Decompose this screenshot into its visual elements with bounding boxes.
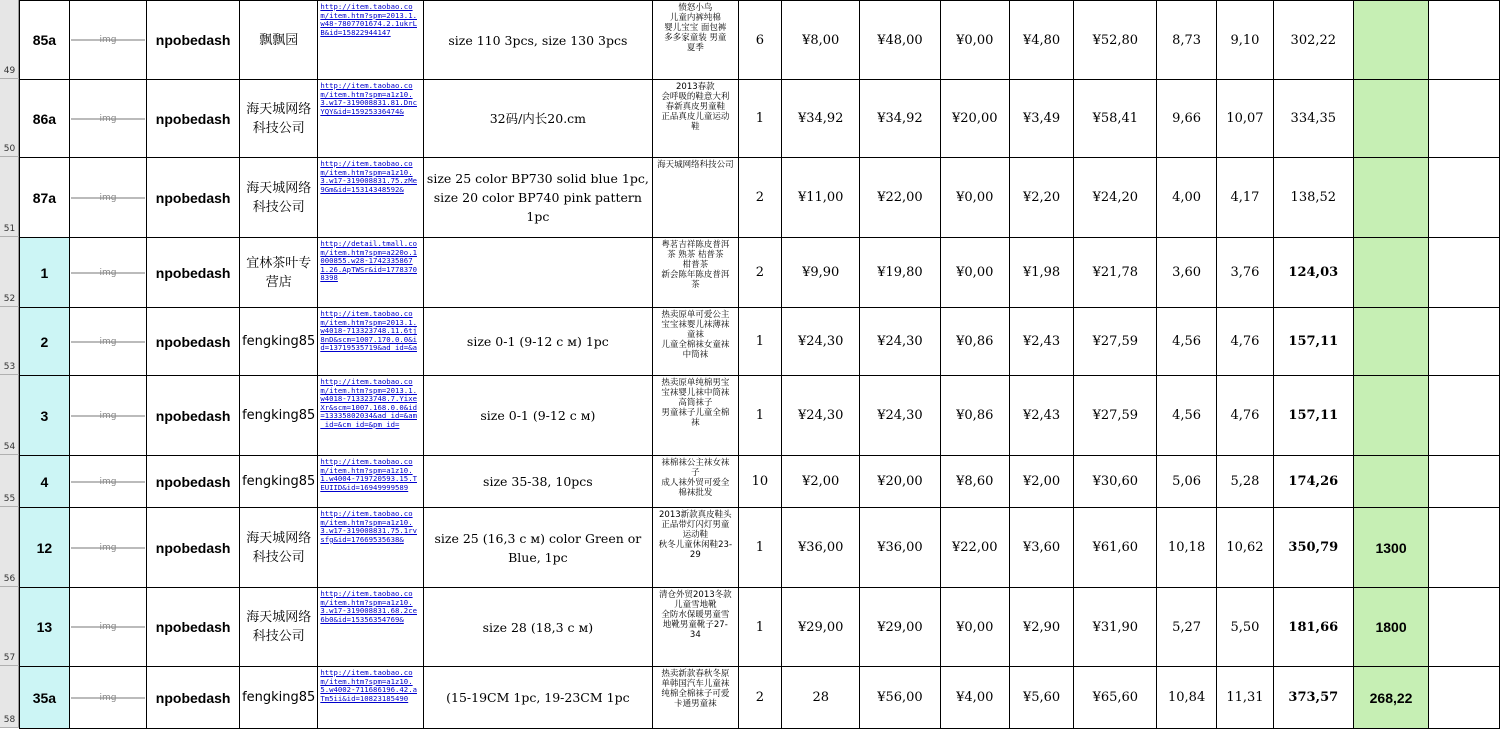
shop-name-cell[interactable]: fengking85	[240, 376, 318, 456]
col1-cell[interactable]: 5,27	[1157, 588, 1217, 667]
fee-cell[interactable]: ¥5,60	[1009, 667, 1074, 729]
blank-cell[interactable]	[1429, 456, 1500, 508]
table-row[interactable]	[20, 1, 1500, 80]
table-row[interactable]	[20, 456, 1500, 508]
item-total-cell[interactable]: ¥65,60	[1074, 667, 1157, 729]
unit-price-cell[interactable]: ¥2,00	[782, 456, 860, 508]
blank-cell[interactable]	[1429, 80, 1500, 158]
item-title-cell[interactable]: 热卖新款春秋冬原 单韩国汽车儿童袜 纯棉全棉袜子可爱 卡通男童袜	[653, 667, 738, 729]
col2-cell[interactable]: 4,76	[1217, 308, 1274, 376]
size-description-cell[interactable]: 32码/内长20.cm	[423, 80, 653, 158]
shipping-cell[interactable]: ¥0,86	[940, 308, 1009, 376]
buyer-cell[interactable]: npobedash	[147, 508, 240, 588]
shop-name-cell[interactable]: fengking85	[240, 456, 318, 508]
row-number[interactable]: 57	[0, 587, 19, 666]
quantity-cell[interactable]: 10	[738, 456, 782, 508]
fee-cell[interactable]: ¥3,49	[1009, 80, 1074, 158]
table-row[interactable]	[20, 80, 1500, 158]
unit-price-cell[interactable]: ¥24,30	[782, 376, 860, 456]
item-link[interactable]: http://item.taobao.com/item.htm?spm=a1z10.5.w4002-711686196.42.aTm5ii&id=10823185490	[318, 667, 423, 729]
shipping-cell[interactable]: ¥4,00	[940, 667, 1009, 729]
shipping-cell[interactable]: ¥0,00	[940, 238, 1009, 308]
row-number[interactable]: 50	[0, 79, 19, 157]
rub-total-cell[interactable]: 350,79	[1273, 508, 1353, 588]
row-number[interactable]: 56	[0, 507, 19, 587]
product-image[interactable]	[69, 588, 146, 667]
item-title-cell[interactable]: 袜棉袜公主袜女袜 子 成人袜外贸可爱全 棉袜批发	[653, 456, 738, 508]
item-total-cell[interactable]: ¥24,20	[1074, 158, 1157, 238]
rub-total-cell[interactable]: 174,26	[1273, 456, 1353, 508]
table-row[interactable]	[20, 376, 1500, 456]
col2-cell[interactable]: 11,31	[1217, 667, 1274, 729]
col2-cell[interactable]: 4,76	[1217, 376, 1274, 456]
sum-cell[interactable]: ¥22,00	[860, 158, 941, 238]
product-image[interactable]	[69, 158, 146, 238]
shipping-cell[interactable]: ¥0,86	[940, 376, 1009, 456]
col2-cell[interactable]: 5,50	[1217, 588, 1274, 667]
lot-cell[interactable]: 35a	[20, 667, 70, 729]
buyer-cell[interactable]: npobedash	[147, 588, 240, 667]
col2-cell[interactable]: 3,76	[1217, 238, 1274, 308]
quantity-cell[interactable]: 6	[738, 1, 782, 80]
item-title-cell[interactable]: 热卖原单纯棉男宝 宝袜婴儿袜中筒袜 高筒袜子 男童袜子儿童全棉 袜	[653, 376, 738, 456]
paid-cell[interactable]	[1353, 376, 1429, 456]
item-total-cell[interactable]: ¥52,80	[1074, 1, 1157, 80]
table-row[interactable]	[20, 588, 1500, 667]
blank-cell[interactable]	[1429, 588, 1500, 667]
lot-cell[interactable]: 86a	[20, 80, 70, 158]
shipping-cell[interactable]: ¥8,60	[940, 456, 1009, 508]
paid-cell[interactable]	[1353, 238, 1429, 308]
fee-cell[interactable]: ¥2,43	[1009, 376, 1074, 456]
fee-cell[interactable]: ¥4,80	[1009, 1, 1074, 80]
fee-cell[interactable]: ¥2,20	[1009, 158, 1074, 238]
col2-cell[interactable]: 9,10	[1217, 1, 1274, 80]
sum-cell[interactable]: ¥34,92	[860, 80, 941, 158]
fee-cell[interactable]: ¥2,90	[1009, 588, 1074, 667]
row-number[interactable]: 51	[0, 157, 19, 237]
shop-name-cell[interactable]: 海天城网络科技公司	[240, 158, 318, 238]
buyer-cell[interactable]: npobedash	[147, 80, 240, 158]
unit-price-cell[interactable]: ¥34,92	[782, 80, 860, 158]
paid-cell[interactable]: 1800	[1353, 588, 1429, 667]
col1-cell[interactable]: 5,06	[1157, 456, 1217, 508]
quantity-cell[interactable]: 2	[738, 158, 782, 238]
buyer-cell[interactable]: npobedash	[147, 238, 240, 308]
table-row[interactable]	[20, 667, 1500, 729]
blank-cell[interactable]	[1429, 158, 1500, 238]
quantity-cell[interactable]: 1	[738, 308, 782, 376]
shipping-cell[interactable]: ¥20,00	[940, 80, 1009, 158]
item-total-cell[interactable]: ¥27,59	[1074, 376, 1157, 456]
product-thumbnail	[71, 547, 145, 549]
item-link[interactable]: http://item.taobao.com/item.htm?spm=a1z10.3.w17-319008831.75.1rvsfg&id=17669535638&	[318, 508, 423, 588]
sum-cell[interactable]: ¥19,80	[860, 238, 941, 308]
sum-cell[interactable]: ¥36,00	[860, 508, 941, 588]
item-title-cell[interactable]: 热卖原单可爱公主 宝宝袜婴儿袜薄袜 童袜 儿童全棉袜女童袜 中筒袜	[653, 308, 738, 376]
item-title-cell[interactable]: 清仓外贸2013冬款 儿童雪地靴 全防水保暖男童雪 地靴男童靴子27- 34	[653, 588, 738, 667]
item-link[interactable]: http://item.taobao.com/item.htm?spm=a1z10.3.w17-319008831.75.zMe9Gm&id=15314348592&	[318, 158, 423, 238]
product-image[interactable]	[69, 508, 146, 588]
product-thumbnail	[71, 272, 145, 274]
paid-cell[interactable]	[1353, 1, 1429, 80]
col2-cell[interactable]: 4,17	[1217, 158, 1274, 238]
buyer-cell[interactable]: npobedash	[147, 667, 240, 729]
rub-total-cell[interactable]: 157,11	[1273, 376, 1353, 456]
blank-cell[interactable]	[1429, 1, 1500, 80]
sum-cell[interactable]: ¥24,30	[860, 376, 941, 456]
shop-name-cell[interactable]: fengking85	[240, 667, 318, 729]
item-link[interactable]: http://detail.tmall.com/item.htm?spm=a220o.1000855.w28-17423358671.26.ApTWSr&id=17783708398	[318, 238, 423, 308]
size-description-cell[interactable]: size 28 (18,3 с м)	[423, 588, 653, 667]
shop-name-cell[interactable]: 宜林茶叶专营店	[240, 238, 318, 308]
blank-cell[interactable]	[1429, 508, 1500, 588]
lot-cell[interactable]: 85a	[20, 1, 70, 80]
item-total-cell[interactable]: ¥21,78	[1074, 238, 1157, 308]
quantity-cell[interactable]: 2	[738, 238, 782, 308]
shipping-cell[interactable]: ¥0,00	[940, 588, 1009, 667]
unit-price-cell[interactable]: ¥11,00	[782, 158, 860, 238]
sum-cell[interactable]: ¥24,30	[860, 308, 941, 376]
fee-cell[interactable]: ¥2,43	[1009, 308, 1074, 376]
product-thumbnail	[71, 415, 145, 417]
lot-cell[interactable]: 13	[20, 588, 70, 667]
row-number[interactable]: 55	[0, 455, 19, 507]
item-total-cell[interactable]: ¥58,41	[1074, 80, 1157, 158]
shipping-cell[interactable]: ¥0,00	[940, 1, 1009, 80]
product-image[interactable]	[69, 80, 146, 158]
item-title-cell[interactable]: 海天城网络科技公司	[653, 158, 738, 238]
shop-name-cell[interactable]: fengking85	[240, 308, 318, 376]
size-description-cell[interactable]: size 0-1 (9-12 с м)	[423, 376, 653, 456]
col2-cell[interactable]: 10,62	[1217, 508, 1274, 588]
paid-cell[interactable]: 268,22	[1353, 667, 1429, 729]
lot-cell[interactable]: 4	[20, 456, 70, 508]
row-number[interactable]: 52	[0, 237, 19, 307]
col1-cell[interactable]: 4,56	[1157, 376, 1217, 456]
shop-name-cell[interactable]: 海天城网络科技公司	[240, 588, 318, 667]
quantity-cell[interactable]: 1	[738, 80, 782, 158]
row-number[interactable]: 58	[0, 666, 19, 728]
paid-cell[interactable]	[1353, 308, 1429, 376]
item-link[interactable]: http://item.taobao.com/item.htm?spm=2013.1.w48-7807701674.2.1ukrLB&id=15822944147	[318, 1, 423, 80]
rub-total-cell[interactable]: 181,66	[1273, 588, 1353, 667]
quantity-cell[interactable]: 1	[738, 508, 782, 588]
col2-cell[interactable]: 5,28	[1217, 456, 1274, 508]
product-image[interactable]	[69, 456, 146, 508]
col2-cell[interactable]: 10,07	[1217, 80, 1274, 158]
col1-cell[interactable]: 3,60	[1157, 238, 1217, 308]
lot-cell[interactable]: 1	[20, 238, 70, 308]
size-description-cell[interactable]: size 0-1 (9-12 с м) 1pc	[423, 308, 653, 376]
fee-cell[interactable]: ¥2,00	[1009, 456, 1074, 508]
row-number[interactable]: 54	[0, 375, 19, 455]
quantity-cell[interactable]: 1	[738, 588, 782, 667]
table-row[interactable]	[20, 508, 1500, 588]
lot-cell[interactable]: 12	[20, 508, 70, 588]
unit-price-cell[interactable]: ¥36,00	[782, 508, 860, 588]
buyer-cell[interactable]: npobedash	[147, 376, 240, 456]
unit-price-cell[interactable]: ¥9,90	[782, 238, 860, 308]
item-link[interactable]: http://item.taobao.com/item.htm?spm=a1z10.1.w4004-719720593.15.TEUIID&id=16949999589	[318, 456, 423, 508]
size-description-cell[interactable]	[423, 238, 653, 308]
paid-cell[interactable]	[1353, 80, 1429, 158]
product-thumbnail	[71, 481, 145, 483]
product-image[interactable]	[69, 376, 146, 456]
rub-total-cell[interactable]: 373,57	[1273, 667, 1353, 729]
buyer-cell[interactable]: npobedash	[147, 1, 240, 80]
size-description-cell[interactable]: size 25 color BP730 solid blue 1pc, size 20 color BP740 pink pattern 1pc	[423, 158, 653, 238]
product-thumbnail	[71, 118, 145, 120]
col1-cell[interactable]: 9,66	[1157, 80, 1217, 158]
paid-cell[interactable]	[1353, 158, 1429, 238]
table-row[interactable]	[20, 308, 1500, 376]
row-header-column	[0, 0, 19, 728]
shipping-cell[interactable]: ¥22,00	[940, 508, 1009, 588]
col1-cell[interactable]: 10,18	[1157, 508, 1217, 588]
unit-price-cell[interactable]: 28	[782, 667, 860, 729]
item-total-cell[interactable]: ¥30,60	[1074, 456, 1157, 508]
rub-total-cell[interactable]: 157,11	[1273, 308, 1353, 376]
col1-cell[interactable]: 4,00	[1157, 158, 1217, 238]
blank-cell[interactable]	[1429, 667, 1500, 729]
item-link[interactable]: http://item.taobao.com/item.htm?spm=2013.1.w4018-713323748.11.6tj8nD&scm=1007.170.0.0&id=13719535719&ad_id=&a	[318, 308, 423, 376]
table-row[interactable]	[20, 158, 1500, 238]
paid-cell[interactable]: 1300	[1353, 508, 1429, 588]
shipping-cell[interactable]: ¥0,00	[940, 158, 1009, 238]
unit-price-cell[interactable]: ¥8,00	[782, 1, 860, 80]
col1-cell[interactable]: 10,84	[1157, 667, 1217, 729]
product-image[interactable]	[69, 667, 146, 729]
col1-cell[interactable]: 8,73	[1157, 1, 1217, 80]
blank-cell[interactable]	[1429, 308, 1500, 376]
product-image[interactable]	[69, 308, 146, 376]
table-row[interactable]	[20, 238, 1500, 308]
product-thumbnail	[71, 697, 145, 699]
unit-price-cell[interactable]: ¥29,00	[782, 588, 860, 667]
item-total-cell[interactable]: ¥31,90	[1074, 588, 1157, 667]
buyer-cell[interactable]: npobedash	[147, 158, 240, 238]
buyer-cell[interactable]: npobedash	[147, 456, 240, 508]
blank-cell[interactable]	[1429, 238, 1500, 308]
shop-name-cell[interactable]: 海天城网络科技公司	[240, 508, 318, 588]
size-description-cell[interactable]: (15-19CM 1pc, 19-23CM 1pc	[423, 667, 653, 729]
sum-cell[interactable]: ¥56,00	[860, 667, 941, 729]
rub-total-cell[interactable]: 138,52	[1273, 158, 1353, 238]
item-title-cell[interactable]: 2013春款 会呼吸的鞋意大利 春新真皮男童鞋 正品真皮儿童运动 鞋	[653, 80, 738, 158]
fee-cell[interactable]: ¥1,98	[1009, 238, 1074, 308]
item-total-cell[interactable]: ¥27,59	[1074, 308, 1157, 376]
unit-price-cell[interactable]: ¥24,30	[782, 308, 860, 376]
sum-cell[interactable]: ¥20,00	[860, 456, 941, 508]
buyer-cell[interactable]: npobedash	[147, 308, 240, 376]
quantity-cell[interactable]: 1	[738, 376, 782, 456]
item-title-cell[interactable]: 粤茗吉祥陈皮普洱 茶 熟茶 桔普茶 柑普茶 新会陈年陈皮普洱 茶	[653, 238, 738, 308]
product-image[interactable]	[69, 238, 146, 308]
row-number[interactable]: 49	[0, 0, 19, 79]
rub-total-cell[interactable]: 302,22	[1273, 1, 1353, 80]
product-thumbnail	[71, 197, 145, 199]
product-thumbnail	[71, 341, 145, 343]
sum-cell[interactable]: ¥48,00	[860, 1, 941, 80]
product-thumbnail	[71, 626, 145, 628]
item-link[interactable]: http://item.taobao.com/item.htm?spm=a1z10.3.w17-319008831.68.2ce6b0&id=15356354769&	[318, 588, 423, 667]
lot-cell[interactable]: 87a	[20, 158, 70, 238]
fee-cell[interactable]: ¥3,60	[1009, 508, 1074, 588]
size-description-cell[interactable]: size 110 3pcs, size 130 3pcs	[423, 1, 653, 80]
shop-name-cell[interactable]: 飘飘园	[240, 1, 318, 80]
lot-cell[interactable]: 3	[20, 376, 70, 456]
size-description-cell[interactable]: size 35-38, 10pcs	[423, 456, 653, 508]
col1-cell[interactable]: 4,56	[1157, 308, 1217, 376]
paid-cell[interactable]	[1353, 456, 1429, 508]
lot-cell[interactable]: 2	[20, 308, 70, 376]
shop-name-cell[interactable]: 海天城网络科技公司	[240, 80, 318, 158]
item-link[interactable]: http://item.taobao.com/item.htm?spm=2013.1.w4018-713323748.7.YixeXr&scm=1007.168.0.0&id=13335802034&ad_id=&am_id=&cm_id=&pm_id=	[318, 376, 423, 456]
item-title-cell[interactable]: 愤怒小鸟 儿童内裤纯棉 婴儿宝宝 面包裤 多多家童装 男童 夏季	[653, 1, 738, 80]
product-image[interactable]	[69, 1, 146, 80]
blank-cell[interactable]	[1429, 376, 1500, 456]
product-thumbnail	[71, 39, 145, 41]
order-table[interactable]	[19, 0, 1500, 729]
item-total-cell[interactable]: ¥61,60	[1074, 508, 1157, 588]
rub-total-cell[interactable]: 334,35	[1273, 80, 1353, 158]
item-link[interactable]: http://item.taobao.com/item.htm?spm=a1z10.3.w17-319008831.81.DncYQY&id=15925336474&	[318, 80, 423, 158]
rub-total-cell[interactable]: 124,03	[1273, 238, 1353, 308]
sum-cell[interactable]: ¥29,00	[860, 588, 941, 667]
row-number[interactable]: 53	[0, 307, 19, 375]
size-description-cell[interactable]: size 25 (16,3 с м) color Green or Blue, 1pc	[423, 508, 653, 588]
quantity-cell[interactable]: 2	[738, 667, 782, 729]
item-title-cell[interactable]: 2013新款真皮鞋头 正品带灯闪灯男童 运动鞋 秋冬儿童休闲鞋23- 29	[653, 508, 738, 588]
